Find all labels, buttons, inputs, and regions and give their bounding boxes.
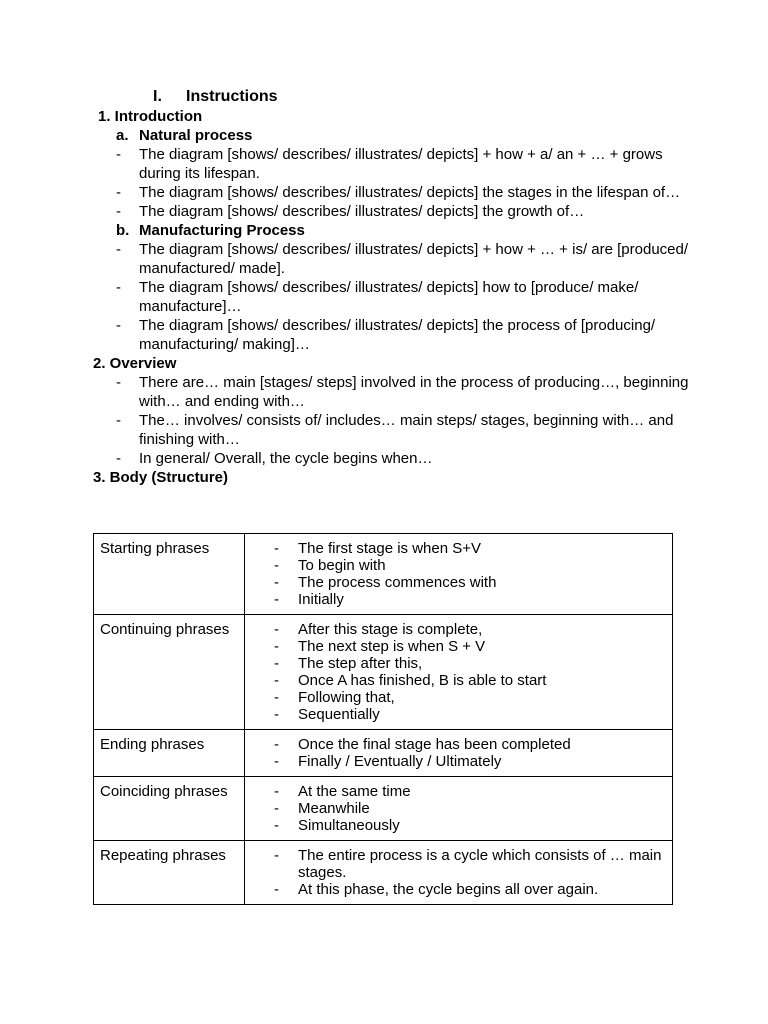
list-item: - At the same time [247, 783, 666, 800]
list-item: - The diagram [shows/ describes/ illustrates/ depicts] the growth of… [93, 202, 693, 221]
row-items [245, 534, 673, 615]
section-title-text: Instructions [186, 88, 278, 105]
list-item: - The first stage is when S+V [247, 540, 666, 557]
natural-process-list [93, 145, 693, 221]
natural-process-label: Natural process [139, 127, 253, 144]
list-item: - At this phase, the cycle begins all over again. [247, 881, 666, 898]
list-item: - To begin with [247, 557, 666, 574]
row-items [245, 777, 673, 841]
natural-process-letter: a. [116, 127, 129, 144]
list-item: - Finally / Eventually / Ultimately [247, 753, 666, 770]
row-items [245, 730, 673, 777]
row-items [245, 841, 673, 905]
row-label: Starting phrases [94, 534, 245, 615]
overview-heading: 2. Overview [93, 355, 177, 372]
phrases-table [93, 533, 673, 905]
overview-list [93, 373, 693, 468]
list-item: - In general/ Overall, the cycle begins when… [93, 449, 693, 468]
list-item: - The… involves/ consists of/ includes… main steps/ stages, beginning with… and finishing with… [93, 411, 693, 449]
list-item: - Following that, [247, 689, 666, 706]
list-item: - The process commences with [247, 574, 666, 591]
table-row [94, 841, 673, 905]
row-label: Ending phrases [94, 730, 245, 777]
introduction-heading: 1. Introduction [98, 108, 203, 125]
table-row [94, 730, 673, 777]
table-row [94, 777, 673, 841]
list-item: - Meanwhile [247, 800, 666, 817]
row-label: Repeating phrases [94, 841, 245, 905]
row-label: Coinciding phrases [94, 777, 245, 841]
manufacturing-process-list [93, 240, 693, 354]
list-item: - Sequentially [247, 706, 666, 723]
list-item: - Simultaneously [247, 817, 666, 834]
list-item: - Once A has finished, B is able to start [247, 672, 666, 689]
list-item: - The entire process is a cycle which consists of … main stages. [247, 847, 666, 881]
body-structure-heading: 3. Body (Structure) [93, 469, 229, 486]
list-item: - Once the final stage has been completed [247, 736, 666, 753]
list-item: - The diagram [shows/ describes/ illustrates/ depicts] how to [produce/ make/ manufacture]… [93, 278, 693, 316]
row-items [245, 615, 673, 730]
list-item: - The diagram [shows/ describes/ illustrates/ depicts] + how + a/ an + … + grows during its lifespan. [93, 145, 693, 183]
table-row [94, 615, 673, 730]
table-row [94, 534, 673, 615]
list-item: - The step after this, [247, 655, 666, 672]
list-item: - After this stage is complete, [247, 621, 666, 638]
manufacturing-process-heading [93, 221, 693, 240]
natural-process-heading [93, 126, 693, 145]
section-numeral: I. [153, 88, 162, 105]
instructions-content [93, 107, 693, 487]
list-item: - The diagram [shows/ describes/ illustrates/ depicts] the process of [producing/ manufacturing/ making]… [93, 316, 693, 354]
list-item: - The diagram [shows/ describes/ illustrates/ depicts] + how + … + is/ are [produced/ manufactured/ made]. [93, 240, 693, 278]
list-item: - The next step is when S + V [247, 638, 666, 655]
list-item: - The diagram [shows/ describes/ illustrates/ depicts] the stages in the lifespan of… [93, 183, 693, 202]
manufacturing-process-label: Manufacturing Process [139, 222, 305, 239]
list-item: - Initially [247, 591, 666, 608]
list-item: - There are… main [stages/ steps] involved in the process of producing…, beginning with… and ending with… [93, 373, 693, 411]
section-title [153, 87, 278, 107]
manufacturing-process-letter: b. [116, 222, 130, 239]
row-label: Continuing phrases [94, 615, 245, 730]
